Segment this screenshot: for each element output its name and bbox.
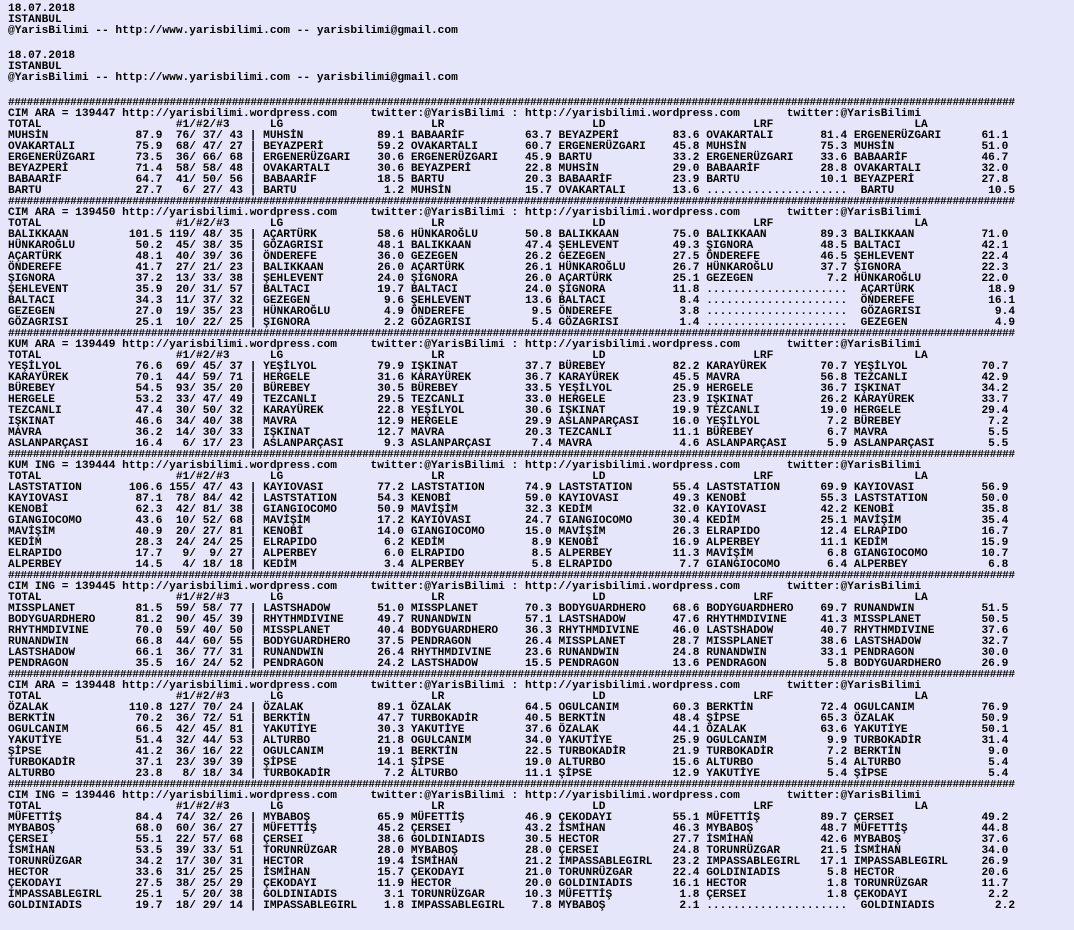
horse-row: BODYGUARDHERO 81.2 90/ 45/ 39 | RHYTHMDIVINE 49.7 RUNANDWIN 57.1 LASTSHADOW 47.6 RHYTHMDIVINE 41.3 MISSPLANET 50.5 [8,614,1009,626]
horse-row: İSMİHAN 53.5 39/ 33/ 51 | TORUNRÜZGAR 28.0 MYBABOŞ 28.0 ÇERSEI 24.8 TORUNRÜZGAR 21.5 İSMİHAN 34.0 [8,845,1009,857]
race-title-line: CIM ARA = 139448 http://yarisbilimi.wordpress.com twitter:@YarisBilimi : http://yarisbilimi.wordpress.com twitter:@YarisBilimi [8,680,922,692]
horse-row: ŞİPSE 41.2 36/ 16/ 22 | OGULCANIM 19.1 BERKTİN 22.5 TURBOKADİR 21.9 TURBOKADİR 7.2 BERKTİN 9.0 [8,746,1009,758]
horse-row: GOLDINIADIS 19.7 18/ 29/ 14 | IMPASSABLEGIRL 1.8 IMPASSABLEGIRL 7.8 MYBABOŞ 2.1 ..................... GOLDINIADIS 2.2 [8,900,1016,912]
header-gap [8,37,1068,51]
horse-row: ELRAPIDO 17.7 9/ 9/ 27 | ALPERBEY 6.0 ELRAPIDO 8.5 ALPERBEY 11.3 MAVİŞİM 6.8 GIANGIOCOMO 10.7 [8,548,1009,560]
horse-row: TORUNRÜZGAR 34.2 17/ 30/ 31 | HECTOR 19.4 İSMİHAN 21.2 IMPASSABLEGIRL 23.2 IMPASSABLEGIRL 17.1 IMPASSABLEGIRL 26.9 [8,856,1009,868]
horse-row: RHYTHMDIVINE 70.0 59/ 40/ 50 | MISSPLANET 40.4 BODYGUARDHERO 36.3 RHYTHMDIVINE 46.0 LASTSHADOW 40.7 RHYTHMDIVINE 37.6 [8,625,1009,637]
race-section [8,670,1068,780]
horse-row: HECTOR 33.6 31/ 25/ 25 | İSMİHAN 15.7 ÇEKODAYI 21.0 TORUNRÜZGAR 22.4 GOLDINIADIS 5.8 HECTOR 20.6 [8,867,1009,879]
report-city: ISTANBUL [8,14,62,26]
horse-row: GÖZAGRISI 25.1 10/ 22/ 25 | ŞIGNORA 2.2 GÖZAGRISI 5.4 GÖZAGRISI 1.4 ..................... GEZEGEN 4.9 [8,317,1016,329]
horse-row: HERGELE 53.2 33/ 47/ 49 | TEZCANLI 29.5 TEZCANLI 33.0 HERGELE 23.9 IŞKINAT 26.2 KARAYÜREK 33.7 [8,394,1009,406]
separator-line: ################################################################################################################################################################## [8,329,1015,340]
horse-row: MYBABOŞ 68.0 60/ 36/ 27 | MÜFETTİŞ 45.2 ÇERSEI 43.2 İSMİHAN 46.3 MYBABOŞ 48.7 MÜFETTİŞ 44.8 [8,823,1009,835]
report-document [8,4,1068,912]
horse-row: ERGENERÜZGARI 73.5 36/ 66/ 68 | ERGENERÜZGARI 30.6 ERGENERÜZGARI 45.9 BARTU 33.2 ERGENERÜZGARI 33.6 BABAARİF 46.7 [8,152,1009,164]
horse-row: MAVİŞİM 40.9 20/ 27/ 81 | KENOBİ 14.0 GIANGIOCOMO 15.0 MAVİŞİM 26.3 ELRAPIDO 12.4 ELRAPIDO 16.7 [8,526,1009,538]
race-section [8,329,1068,450]
horse-row: TEZCANLI 47.4 30/ 50/ 32 | KARAYÜREK 22.8 YEŞİLYOL 30.6 IŞKINAT 19.9 TEZCANLI 19.0 HERGELE 29.4 [8,405,1009,417]
race-title-line: CIM ING = 139445 http://yarisbilimi.wordpress.com twitter:@YarisBilimi : http://yarisbilimi.wordpress.com twitter:@YarisBilimi [8,581,922,593]
column-header-line: TOTAL #1/#2/#3 LG LR LD LRF LA [8,471,928,483]
horse-row: ÇEKODAYI 27.5 38/ 25/ 29 | ÇEKODAYI 11.9 HECTOR 20.0 GOLDINIADIS 16.1 HECTOR 1.8 TORUNRÜZGAR 11.7 [8,878,1009,890]
horse-row: KARAYÜREK 70.1 44/ 59/ 71 | HERGELE 31.6 KARAYÜREK 36.7 KARAYÜREK 45.5 MAVRA 56.8 TEZCANLI 42.9 [8,372,1009,384]
race-section [8,98,1068,197]
header-block-2 [8,51,1068,84]
horse-row: ASLANPARÇASI 16.4 6/ 17/ 23 | ASLANPARÇASI 9.3 ASLANPARÇASI 7.4 MAVRA 4.6 ASLANPARÇASI 5.9 ASLANPARÇASI 5.5 [8,438,1009,450]
race-section [8,780,1068,912]
race-title-line: CIM ING = 139446 http://yarisbilimi.wordpress.com twitter:@YarisBilimi : http://yarisbilimi.wordpress.com twitter:@YarisBilimi [8,790,922,802]
horse-row: BEYAZPERİ 71.4 58/ 58/ 48 | OVAKARTALI 30.6 BEYAZPERİ 22.8 MUHSİN 29.0 BABAARİF 28.8 OVAKARTALI 32.0 [8,163,1009,175]
horse-row: ŞIGNORA 37.2 13/ 33/ 38 | ŞEHLEVENT 24.0 ŞIGNORA 26.0 AÇARTÜRK 25.1 GEZEGEN 7.2 HÜNKAROĞLU 22.0 [8,273,1009,285]
horse-row: MISSPLANET 81.5 59/ 58/ 77 | LASTSHADOW 51.0 MISSPLANET 70.3 BODYGUARDHERO 68.6 BODYGUARDHERO 69.7 RUNANDWIN 51.5 [8,603,1009,615]
separator-line: ################################################################################################################################################################## [8,571,1015,582]
horse-row: GEZEGEN 27.0 19/ 35/ 23 | HÜNKAROĞLU 4.9 ÖNDEREFE 9.5 ÖNDEREFE 3.8 ..................... GÖZAGRISI 9.4 [8,306,1016,318]
horse-row: BALTACI 34.3 11/ 37/ 32 | GEZEGEN 9.6 ŞEHLEVENT 13.6 BALTACI 8.4 ..................... ÖNDEREFE 16.1 [8,295,1016,307]
horse-row: ŞEHLEVENT 35.9 20/ 31/ 57 | BALTACI 19.7 BALTACI 24.0 ŞIGNORA 11.8 ..................... AÇARTÜRK 18.9 [8,284,1016,296]
horse-row: IMPASSABLEGIRL 25.1 5/ 20/ 38 | GOLDINIADIS 3.1 TORUNRÜZGAR 10.3 MÜFETTİŞ 1.8 ÇERSEI 1.8 ÇEKODAYI 2.2 [8,889,1009,901]
column-header-line: TOTAL #1/#2/#3 LG LR LD LRF LA [8,801,928,813]
race-section [8,450,1068,571]
horse-row: RUNANDWIN 66.8 44/ 60/ 55 | BODYGUARDHERO 37.5 PENDRAGON 26.4 MISSPLANET 28.7 MISSPLANET 38.6 LASTSHADOW 32.7 [8,636,1009,648]
horse-row: KAYIOVASI 87.1 78/ 84/ 42 | LASTSTATION 54.3 KENOBİ 59.0 KAYIOVASI 49.3 KENOBİ 55.3 LASTSTATION 50.0 [8,493,1009,505]
horse-row: YAKUTİYE 51.4 32/ 44/ 53 | ALTURBO 21.8 OGULCANIM 34.0 YAKUTİYE 25.9 OGULCANIM 9.9 TURBOKADİR 31.4 [8,735,1009,747]
horse-row: ÖZALAK 110.8 127/ 70/ 24 | ÖZALAK 89.1 ÖZALAK 64.5 OGULCANIM 60.3 BERKTİN 72.4 OGULCANIM 76.9 [8,702,1009,714]
column-header-line: TOTAL #1/#2/#3 LG LR LD LRF LA [8,350,928,362]
horse-row: HÜNKAROĞLU 50.2 45/ 38/ 35 | GÖZAGRISI 48.1 BALIKKAAN 47.4 ŞEHLEVENT 49.3 ŞIGNORA 48.5 BALTACI 42.1 [8,240,1009,252]
report-contact: @YarisBilimi -- http://www.yarisbilimi.com -- yarisbilimi@gmail.com [8,72,458,84]
horse-row: YEŞİLYOL 76.6 69/ 45/ 37 | YEŞİLYOL 79.9 IŞKINAT 37.7 BÜREBEY 82.2 KARAYÜREK 70.7 YEŞİLYOL 70.7 [8,361,1009,373]
report-date: 18.07.2018 [8,3,76,15]
horse-row: LASTSTATION 106.6 155/ 47/ 43 | KAYIOVASI 77.2 LASTSTATION 74.9 LASTSTATION 55.4 LASTSTATION 69.9 KAYIOVASI 56.9 [8,482,1009,494]
horse-row: IŞKINAT 46.6 34/ 40/ 38 | MAVRA 12.9 HERGELE 29.9 ASLANPARÇASI 16.0 YEŞİLYOL 7.2 BÜREBEY 7.2 [8,416,1009,428]
race-section [8,571,1068,670]
race-title-line: KUM ARA = 139449 http://yarisbilimi.wordpress.com twitter:@YarisBilimi : http://yarisbilimi.wordpress.com twitter:@YarisBilimi [8,339,922,351]
horse-row: BALIKKAAN 101.5 119/ 48/ 35 | AÇARTÜRK 58.6 HÜNKAROĞLU 50.8 BALIKKAAN 75.0 BALIKKAAN 89.3 BALIKKAAN 71.0 [8,229,1009,241]
horse-row: OVAKARTALI 75.9 68/ 47/ 27 | BEYAZPERİ 59.2 OVAKARTALI 60.7 ERGENERÜZGARI 45.8 MUHSİN 75.3 MUHSİN 51.0 [8,141,1009,153]
horse-row: AÇARTÜRK 48.1 40/ 39/ 36 | ÖNDEREFE 36.0 GEZEGEN 26.2 GEZEGEN 27.5 ÖNDEREFE 46.5 ŞEHLEVENT 22.4 [8,251,1009,263]
race-title-line: CIM ARA = 139447 http://yarisbilimi.wordpress.com twitter:@YarisBilimi : http://yarisbilimi.wordpress.com twitter:@YarisBilimi [8,108,922,120]
separator-line: ################################################################################################################################################################## [8,450,1015,461]
header-gap [8,84,1068,98]
race-section [8,197,1068,329]
horse-row: ALTURBO 23.8 8/ 18/ 34 | TURBOKADİR 7.2 ALTURBO 11.1 ŞİPSE 12.9 YAKUTİYE 5.4 ŞİPSE 5.4 [8,768,1009,780]
separator-line: ################################################################################################################################################################## [8,670,1015,681]
horse-row: MAVRA 36.2 14/ 30/ 33 | IŞKINAT 12.7 MAVRA 20.3 TEZCANLI 11.1 BÜREBEY 6.7 MAVRA 5.5 [8,427,1009,439]
horse-row: ALPERBEY 14.5 4/ 18/ 18 | KEDİM 3.4 ALPERBEY 5.8 ELRAPIDO 7.7 GIANGIOCOMO 6.4 ALPERBEY 6.8 [8,559,1009,571]
horse-row: ÖNDEREFE 41.7 27/ 21/ 23 | BALIKKAAN 26.0 AÇARTÜRK 26.1 HÜNKAROĞLU 26.7 HÜNKAROĞLU 37.7 ŞIGNORA 22.3 [8,262,1009,274]
report-city: ISTANBUL [8,61,62,73]
horse-row: BERKTİN 70.2 36/ 72/ 51 | BERKTİN 47.7 TURBOKADİR 40.5 BERKTİN 48.4 ŞİPSE 65.3 ÖZALAK 50.9 [8,713,1009,725]
column-header-line: TOTAL #1/#2/#3 LG LR LD LRF LA [8,691,928,703]
horse-row: ÇERSEI 55.1 22/ 57/ 68 | ÇERSEI 38.6 GOLDINIADIS 30.5 HECTOR 27.7 İSMİHAN 42.6 MYBABOŞ 37.6 [8,834,1009,846]
header-block-1 [8,4,1068,37]
horse-row: GIANGIOCOMO 43.6 10/ 52/ 68 | MAVİŞİM 17.2 KAYIOVASI 24.7 GIANGIOCOMO 30.4 KEDİM 25.1 MAVİŞİM 35.4 [8,515,1009,527]
horse-row: KEDİM 28.3 24/ 24/ 25 | ELRAPIDO 6.2 KEDİM 8.9 KENOBİ 16.9 ALPERBEY 11.1 KEDİM 15.9 [8,537,1009,549]
horse-row: LASTSHADOW 66.1 36/ 77/ 31 | RUNANDWIN 26.4 RHYTHMDIVINE 23.6 RUNANDWIN 24.8 RUNANDWIN 33.1 PENDRAGON 30.0 [8,647,1009,659]
race-title-line: CIM ARA = 139450 http://yarisbilimi.wordpress.com twitter:@YarisBilimi : http://yarisbilimi.wordpress.com twitter:@YarisBilimi [8,207,922,219]
separator-line: ################################################################################################################################################################## [8,197,1015,208]
column-header-line: TOTAL #1/#2/#3 LG LR LD LRF LA [8,592,928,604]
separator-line: ################################################################################################################################################################## [8,98,1015,109]
horse-row: MÜFETTİŞ 84.4 74/ 32/ 26 | MYBABOŞ 65.9 MÜFETTİŞ 46.9 ÇEKODAYI 55.1 MÜFETTİŞ 89.7 ÇERSEI 49.2 [8,812,1009,824]
horse-row: PENDRAGON 35.5 16/ 24/ 52 | PENDRAGON 24.2 LASTSHADOW 15.5 PENDRAGON 13.6 PENDRAGON 5.8 BODYGUARDHERO 26.9 [8,658,1009,670]
horse-row: KENOBİ 62.3 42/ 81/ 38 | GIANGIOCOMO 50.9 MAVİŞİM 32.3 KEDİM 32.0 KAYIOVASI 42.2 KENOBİ 35.8 [8,504,1009,516]
column-header-line: TOTAL #1/#2/#3 LG LR LD LRF LA [8,218,928,230]
horse-row: BÜREBEY 54.5 93/ 35/ 20 | BÜREBEY 30.5 BÜREBEY 33.5 YEŞİLYOL 25.9 HERGELE 36.7 IŞKINAT 34.2 [8,383,1009,395]
race-sections [8,98,1068,912]
column-header-line: TOTAL #1/#2/#3 LG LR LD LRF LA [8,119,928,131]
report-contact: @YarisBilimi -- http://www.yarisbilimi.com -- yarisbilimi@gmail.com [8,25,458,37]
report-date: 18.07.2018 [8,50,76,62]
horse-row: OGULCANIM 66.5 42/ 45/ 81 | YAKUTİYE 30.3 YAKUTİYE 37.6 ÖZALAK 44.1 ÖZALAK 63.6 YAKUTİYE 50.1 [8,724,1009,736]
horse-row: BABAARİF 64.7 41/ 50/ 56 | BABAARİF 18.5 BARTU 20.3 BABAARİF 23.9 BARTU 10.1 BEYAZPERİ 27.8 [8,174,1009,186]
horse-row: TURBOKADİR 37.1 23/ 39/ 39 | ŞİPSE 14.1 ŞİPSE 19.0 ALTURBO 15.6 ALTURBO 5.4 ALTURBO 5.4 [8,757,1009,769]
horse-row: MUHSİN 87.9 76/ 37/ 43 | MUHSİN 89.1 BABAARİF 63.7 BEYAZPERİ 83.6 OVAKARTALI 81.4 ERGENERÜZGARI 61.1 [8,130,1009,142]
race-title-line: KUM ING = 139444 http://yarisbilimi.wordpress.com twitter:@YarisBilimi : http://yarisbilimi.wordpress.com twitter:@YarisBilimi [8,460,922,472]
horse-row: BARTU 27.7 6/ 27/ 43 | BARTU 1.2 MUHSİN 15.7 OVAKARTALI 13.6 ..................... BARTU 10.5 [8,185,1016,197]
separator-line: ################################################################################################################################################################## [8,780,1015,791]
